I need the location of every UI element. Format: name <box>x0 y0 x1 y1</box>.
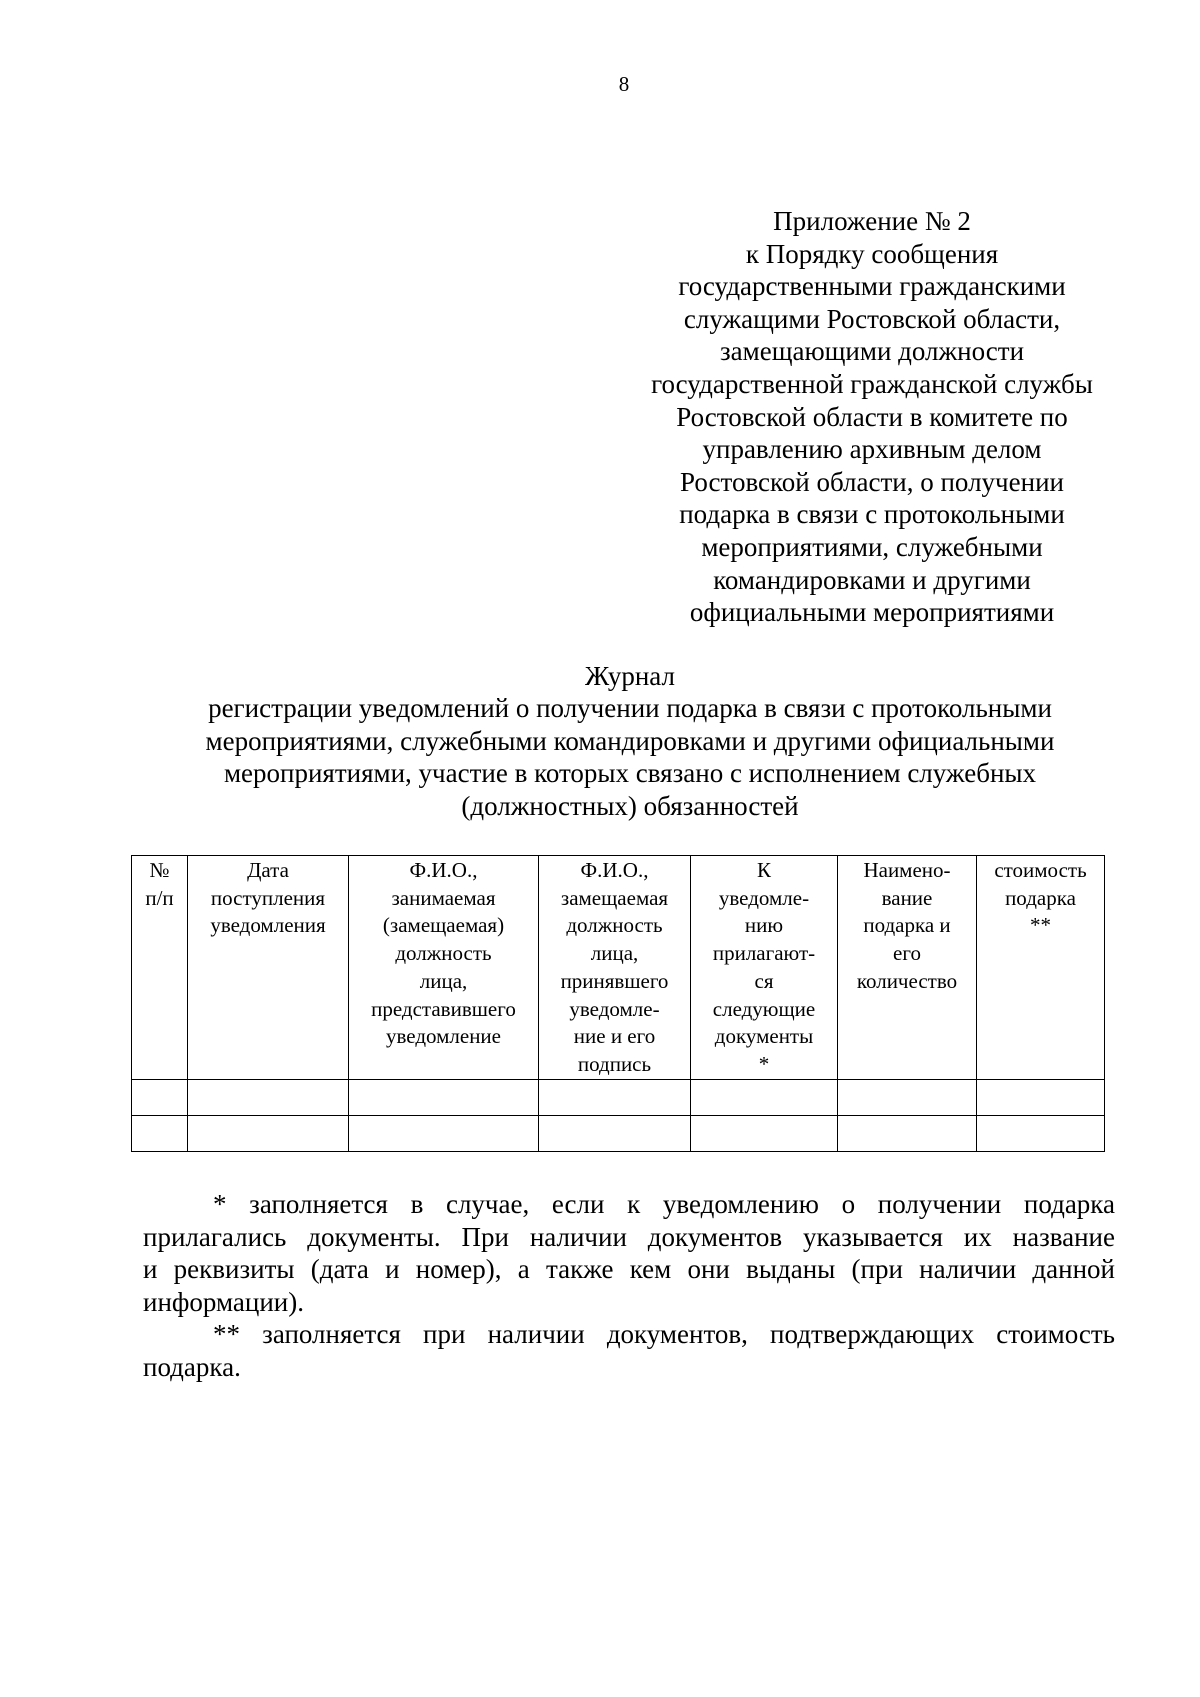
journal-subtitle-line: мероприятиями, служебными командировками и другими официальными <box>205 725 1055 756</box>
footnote-2-line: подарка. <box>143 1351 241 1382</box>
appendix-line: к Порядку сообщения <box>745 238 999 269</box>
table-cell <box>691 1079 838 1115</box>
appendix-line: командировками и другими <box>713 564 1031 595</box>
table-cell <box>132 1079 188 1115</box>
table-cell <box>539 1115 691 1151</box>
page-number: 8 <box>618 72 630 96</box>
table-cell <box>132 1115 188 1151</box>
table-cell <box>977 1115 1105 1151</box>
table-row <box>132 1115 1105 1151</box>
journal-subtitle-line: мероприятиями, участие в которых связано с исполнением служебных <box>223 758 1037 789</box>
appendix-header <box>632 205 1112 629</box>
footnote-1-line: прилагались документы. При наличии документов указывается их название <box>143 1221 1115 1252</box>
appendix-line: подарка в связи с протокольными <box>679 499 1065 530</box>
table-cell <box>349 1115 539 1151</box>
appendix-line: государственными гражданскими <box>678 271 1066 302</box>
table-cell <box>188 1115 349 1151</box>
appendix-line: Ростовской области, о получении <box>680 466 1064 497</box>
column-header-gift-name: Наимено- вание подарка и его количество <box>838 856 977 1080</box>
footnote-2-line: ** заполняется при наличии документов, подтверждающих стоимость <box>213 1319 1115 1349</box>
appendix-line: управлению архивным делом <box>702 434 1042 465</box>
appendix-line: служащими Ростовской области, <box>683 303 1061 334</box>
table-cell <box>977 1079 1105 1115</box>
journal-heading <box>140 660 1120 822</box>
appendix-line: Приложение № 2 <box>773 206 971 236</box>
appendix-line: замещающими должности <box>719 336 1025 367</box>
footnote-1-line: информации). <box>143 1286 304 1317</box>
table-cell <box>691 1115 838 1151</box>
footnote-1-line: * заполняется в случае, если к уведомлению о получении подарка <box>213 1189 1115 1219</box>
table-cell <box>188 1079 349 1115</box>
column-header-gift-cost: стоимость подарка ** <box>977 856 1105 1080</box>
appendix-line: официальными мероприятиями <box>689 597 1055 628</box>
table-row <box>132 1079 1105 1115</box>
table-cell <box>838 1079 977 1115</box>
footnotes <box>143 1188 1115 1383</box>
column-header-submitter: Ф.И.О., занимаемая (замещаемая) должность лица, представившего уведомление <box>349 856 539 1080</box>
table-cell <box>838 1115 977 1151</box>
table-cell <box>349 1079 539 1115</box>
journal-title: Журнал <box>584 661 676 691</box>
table-header-row <box>132 856 1105 1080</box>
appendix-line: государственной гражданской службы <box>651 368 1093 399</box>
table-cell <box>539 1079 691 1115</box>
appendix-line: Ростовской области в комитете по <box>676 401 1068 432</box>
appendix-line: мероприятиями, служебными <box>701 531 1043 562</box>
journal-subtitle-line: (должностных) обязанностей <box>461 790 799 821</box>
column-header-attachments: К уведомле- нию прилагают- ся следующие документы * <box>691 856 838 1080</box>
column-header-date: Дата поступления уведомления <box>188 856 349 1080</box>
journal-subtitle-line: регистрации уведомлений о получении подарка в связи с протокольными <box>208 693 1052 724</box>
column-header-number: № п/п <box>132 856 188 1080</box>
footnote-1-line: и реквизиты (дата и номер), а также кем они выданы (при наличии данной <box>143 1254 1115 1284</box>
column-header-receiver: Ф.И.О., замещаемая должность лица, принявшего уведомле- ние и его подпись <box>539 856 691 1080</box>
registration-table <box>131 855 1105 1152</box>
